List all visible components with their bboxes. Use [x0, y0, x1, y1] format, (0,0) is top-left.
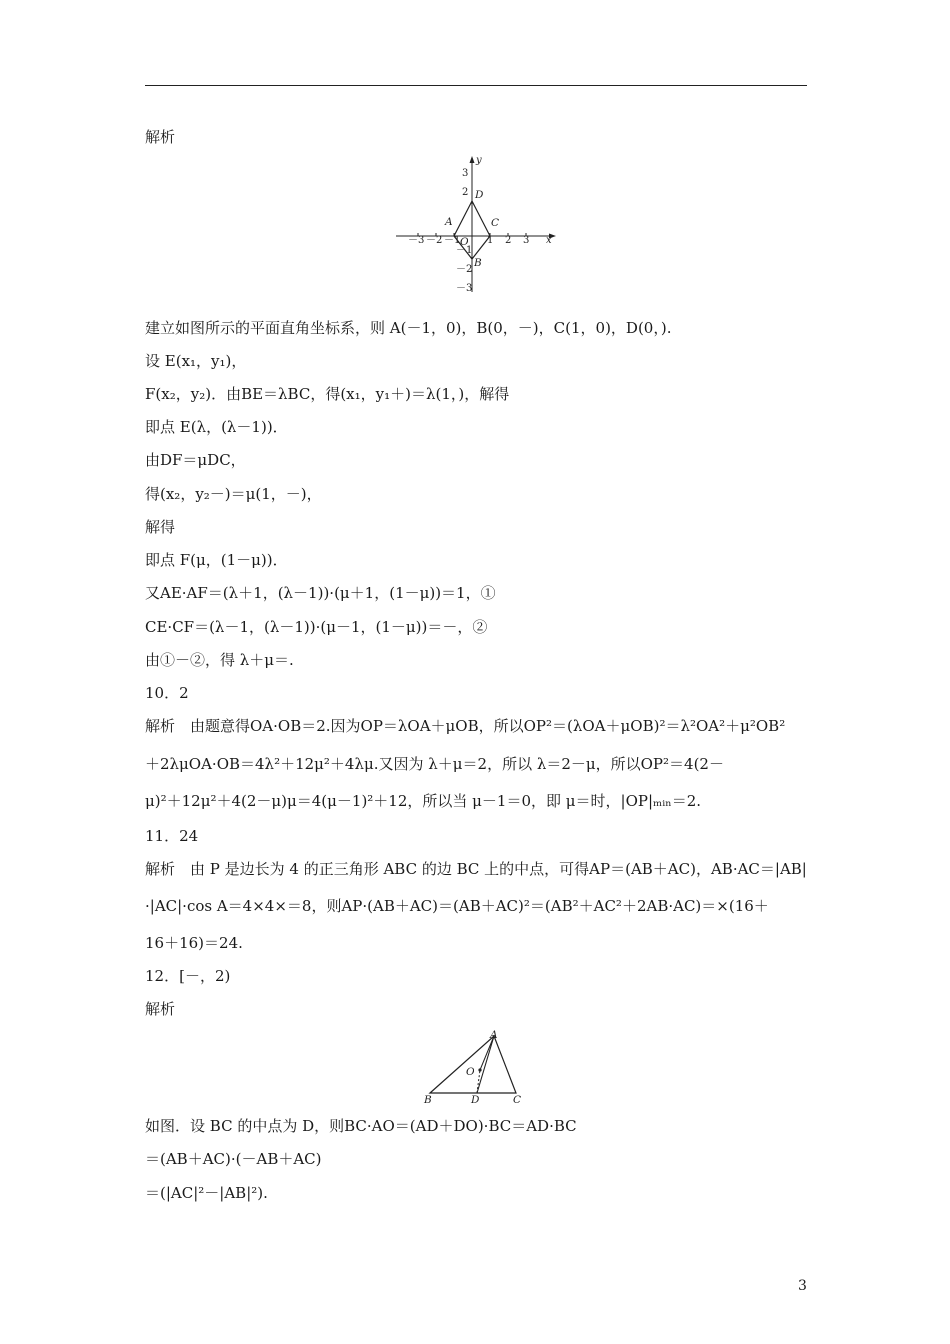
- text-line: μ)²＋12μ²＋4(2－μ)μ＝4(μ－1)²＋12，所以当 μ－1＝0，即 μ＝时，|OP|ₘᵢₙ＝2.: [145, 792, 702, 810]
- text-line: 解析: [145, 1000, 176, 1018]
- text-line: ＝(AB＋AC)·(－AB＋AC): [145, 1150, 322, 1168]
- triangle-figure: [420, 1028, 530, 1108]
- text-line: 得(x₂，y₂－)＝μ(1，－)，: [145, 485, 322, 503]
- coordinate-figure: [390, 152, 560, 297]
- point-label-c: C: [513, 1094, 522, 1106]
- point-label-c: C: [491, 217, 500, 229]
- y-tick: 2: [462, 187, 469, 198]
- y-tick: 3: [462, 168, 469, 179]
- x-tick: 3: [523, 235, 530, 246]
- text-line: 11．24: [145, 827, 199, 845]
- text-line: 16＋16)＝24.: [145, 934, 243, 952]
- text-line: ＝(|AC|²－|AB|²).: [145, 1184, 268, 1202]
- point-label-a: A: [490, 1029, 498, 1041]
- point-label-b: B: [474, 257, 482, 269]
- text-line: 由①－②，得 λ＋μ＝.: [145, 651, 294, 669]
- y-tick: －1: [456, 245, 473, 256]
- text-line: ＋2λμOA·OB＝4λ²＋12μ²＋4λμ.又因为 λ＋μ＝2，所以 λ＝2－μ，所以OP²＝4(2－: [145, 755, 724, 773]
- text-line: 解析: [145, 128, 176, 146]
- x-axis-label: x: [546, 235, 552, 246]
- y-tick: －2: [456, 264, 473, 275]
- text-line: 由DF＝μDC，: [145, 451, 246, 469]
- y-axis-label: y: [476, 155, 482, 166]
- text-line: 即点 F(μ，(1－μ))．: [145, 551, 288, 569]
- text-line: ·|AC|·cos A＝4×4×＝8，则AP·(AB＋AC)＝(AB＋AC)²＝(AB²＋AC²＋2AB·AC)＝×(16＋: [145, 897, 769, 915]
- text-line: 解得: [145, 518, 176, 536]
- point-label-a: A: [445, 216, 453, 228]
- x-tick: 1: [487, 235, 494, 246]
- page-number: 3: [798, 1278, 807, 1294]
- point-label-d: D: [475, 189, 484, 201]
- x-tick: 2: [505, 235, 512, 246]
- point-label-b: B: [424, 1094, 432, 1106]
- triangle-abc: [430, 1036, 516, 1093]
- text-line: 12．[－，2): [145, 967, 231, 985]
- text-line: CE·CF＝(λ－1，(λ－1))·(μ－1，(1－μ))＝－，②: [145, 618, 488, 636]
- text-line: 又AE·AF＝(λ＋1，(λ－1))·(μ＋1，(1－μ))＝1，①: [145, 584, 496, 602]
- point-label-o: O: [460, 236, 469, 248]
- x-tick: －3: [408, 235, 425, 246]
- point-label-o: O: [466, 1066, 475, 1078]
- point-label-d: D: [471, 1094, 480, 1106]
- text-line: 如图．设 BC 的中点为 D，则BC·AO＝(AD＋DO)·BC＝AD·BC: [145, 1117, 577, 1135]
- header-rule: [145, 85, 807, 86]
- text-line: 即点 E(λ，(λ－1))．: [145, 418, 288, 436]
- text-line: 建立如图所示的平面直角坐标系，则 A(－1，0)，B(0，－)，C(1，0)，D(0，).: [145, 319, 672, 337]
- x-tick: －2: [426, 235, 443, 246]
- text-line: F(x₂，y₂)．由BE＝λBC，得(x₁，y₁＋)＝λ(1，)，解得: [145, 385, 510, 403]
- y-tick: －3: [456, 283, 473, 294]
- x-tick: －1: [444, 235, 461, 246]
- text-line: 解析 由题意得OA·OB＝2.因为OP＝λOA＋μOB，所以OP²＝(λOA＋μOB)²＝λ²OA²＋μ²OB²: [145, 717, 786, 735]
- text-line: 10．2: [145, 684, 189, 702]
- text-line: 设 E(x₁，y₁)，: [145, 352, 247, 370]
- text-line: 解析 由 P 是边长为 4 的正三角形 ABC 的边 BC 上的中点，可得AP＝(AB＋AC)，AB·AC＝|AB|: [145, 860, 807, 878]
